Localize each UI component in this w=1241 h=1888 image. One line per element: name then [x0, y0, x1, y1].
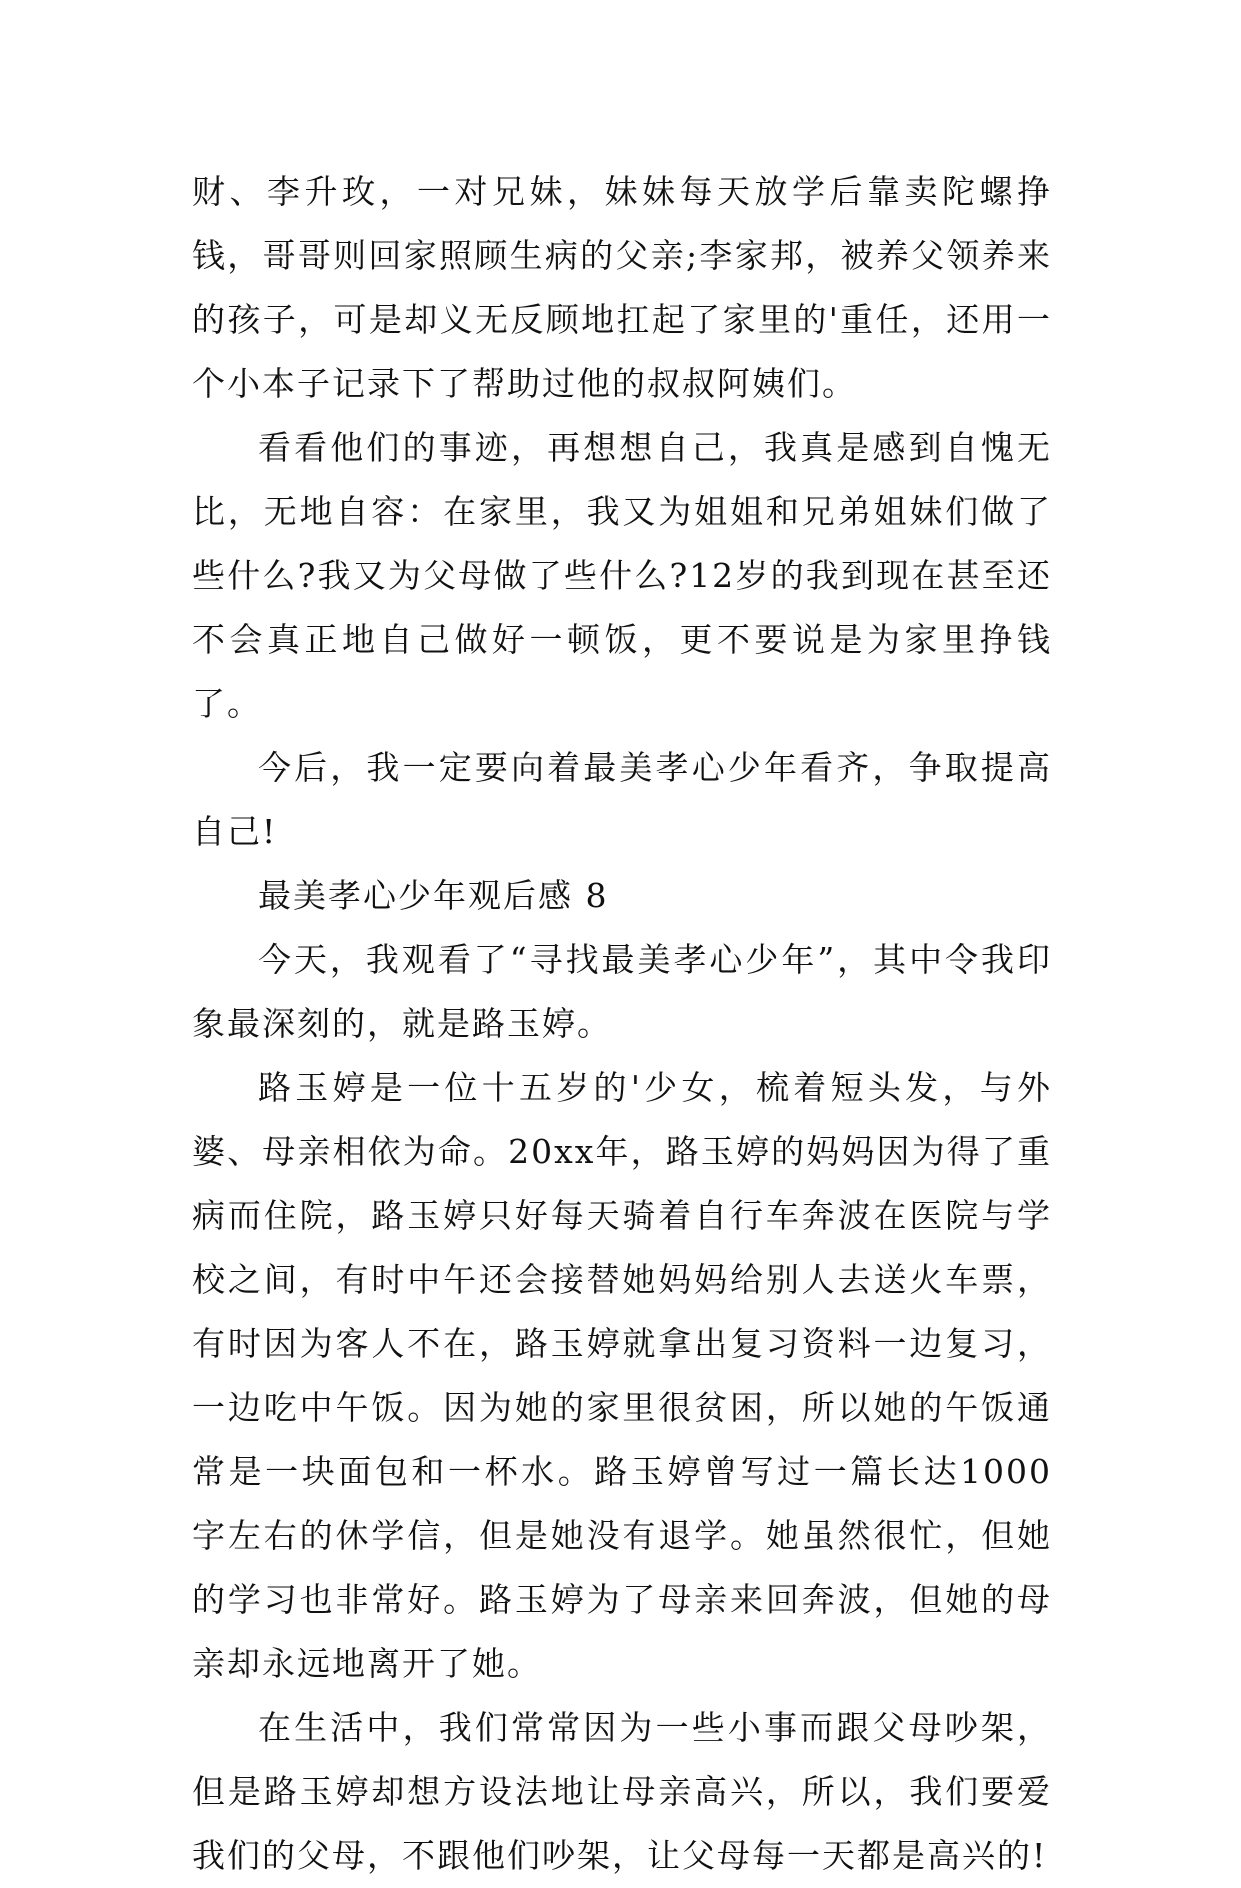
paragraph-4: 今天，我观看了“寻找最美孝心少年”，其中令我印象最深刻的，就是路玉婷。 [192, 940, 1052, 1043]
paragraph-3: 今后，我一定要向着最美孝心少年看齐，争取提高自己! [192, 748, 1052, 851]
section-heading: 最美孝心少年观后感 8 [258, 876, 609, 915]
paragraph-2: 看看他们的事迹，再想想自己，我真是感到自愧无比，无地自容：在家里，我又为姐姐和兄弟姐妹们做了些什么?我又为父母做了些什么?12岁的我到现在甚至还不会真正地自己做好一顿饭，更不要说是为家里挣钱了。 [192, 428, 1052, 723]
paragraph-6: 在生活中，我们常常因为一些小事而跟父母吵架，但是路玉婷却想方设法地让母亲高兴，所以，我们要爱我们的父母，不跟他们吵架，让父母每一天都是高兴的! [192, 1708, 1052, 1875]
paragraph-5: 路玉婷是一位十五岁的'少女，梳着短头发，与外婆、母亲相依为命。20xx年，路玉婷的妈妈因为得了重病而住院，路玉婷只好每天骑着自行车奔波在医院与学校之间，有时中午还会接替她妈妈给别人去送火车票，有时因为客人不在，路玉婷就拿出复习资料一边复习，一边吃中午饭。因为她的家里很贫困，所以她的午饭通常是一块面包和一杯水。路玉婷曾写过一篇长达1000字左右的休学信，但是她没有退学。她虽然很忙，但她的学习也非常好。路玉婷为了母亲来回奔波，但她的母亲却永远地离开了她。 [192, 1068, 1052, 1683]
paragraph-1: 财、李升玫，一对兄妹，妹妹每天放学后靠卖陀螺挣钱，哥哥则回家照顾生病的父亲;李家邦，被养父领养来的孩子，可是却义无反顾地扛起了家里的'重任，还用一个小本子记录下了帮助过他的叔叔阿姨们。 [192, 172, 1052, 403]
document-body [192, 160, 1052, 1888]
